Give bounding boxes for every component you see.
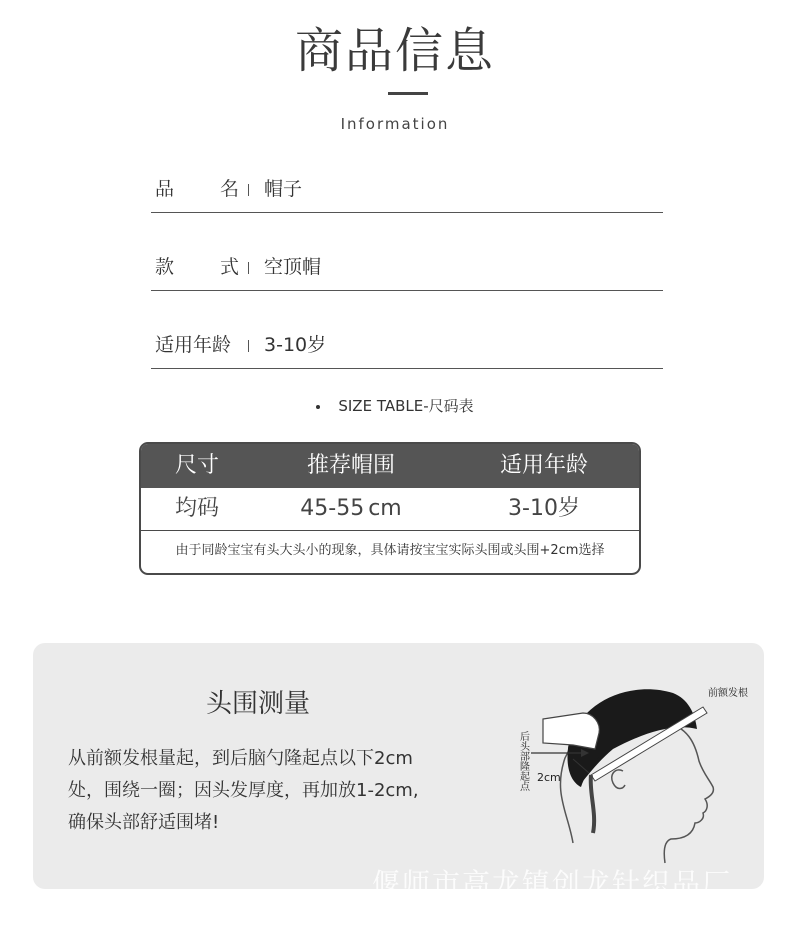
info-separator bbox=[248, 340, 249, 352]
circumference-unit: cm bbox=[368, 496, 402, 521]
cell-age: 3-10岁 bbox=[508, 496, 580, 521]
back-bump-label: 后头部隆起点 bbox=[517, 731, 529, 791]
title-divider bbox=[388, 92, 428, 95]
measure-line: 确保头部舒适围堵! bbox=[68, 812, 220, 833]
bullet-dot bbox=[316, 405, 320, 409]
size-table-heading-text: SIZE TABLE-尺码表 bbox=[338, 397, 474, 415]
cell-size: 均码 bbox=[174, 496, 219, 521]
front-hairline-label: 前额发根 bbox=[708, 688, 748, 699]
info-row-age bbox=[151, 328, 663, 369]
size-table-note: 由于同龄宝宝有头大头小的现象，具体请按宝宝实际头围或头围+2cm选择 bbox=[175, 543, 605, 558]
header-circumference: 推荐帽围 bbox=[306, 453, 395, 478]
info-label-char: 名 bbox=[219, 178, 239, 200]
info-label-char: 品 bbox=[155, 178, 175, 200]
info-separator bbox=[248, 262, 249, 274]
info-label: 适用年龄 bbox=[155, 334, 232, 356]
offset-label: 2cm bbox=[537, 771, 561, 784]
measure-line: 处，围绕一圈；因头发厚度，再加放1-2cm, bbox=[68, 780, 419, 801]
info-row-name bbox=[151, 172, 663, 213]
size-table bbox=[139, 442, 641, 575]
info-value: 帽子 bbox=[264, 178, 303, 200]
info-label bbox=[155, 252, 239, 279]
measuring-tape-tail bbox=[591, 775, 594, 833]
size-table-header bbox=[141, 444, 639, 488]
circumference-value: 45-55 bbox=[300, 496, 365, 521]
hand-icon bbox=[543, 713, 599, 749]
measure-card bbox=[33, 643, 764, 889]
measure-text bbox=[68, 743, 438, 839]
page-title: 商品信息 bbox=[294, 23, 495, 79]
header-age: 适用年龄 bbox=[499, 453, 588, 478]
info-label-char: 式 bbox=[219, 256, 239, 278]
cell-circumference bbox=[253, 488, 449, 530]
info-label bbox=[155, 174, 239, 201]
measure-line: 从前额发根量起，到后脑勺隆起点以下2cm bbox=[68, 748, 413, 769]
watermark-text: 偃师市高龙镇创龙针织品厂 bbox=[372, 867, 733, 900]
measure-title: 头围测量 bbox=[206, 689, 311, 719]
ear-icon bbox=[612, 770, 625, 789]
info-row-style bbox=[151, 250, 663, 291]
info-separator bbox=[248, 184, 249, 196]
head-measure-illustration bbox=[473, 663, 758, 868]
info-value: 3-10岁 bbox=[264, 334, 327, 356]
header-size: 尺寸 bbox=[174, 453, 219, 478]
info-label-char: 款 bbox=[155, 256, 175, 278]
size-table-heading bbox=[0, 395, 790, 416]
info-value: 空顶帽 bbox=[264, 256, 322, 278]
page-subtitle: Information bbox=[340, 115, 450, 133]
